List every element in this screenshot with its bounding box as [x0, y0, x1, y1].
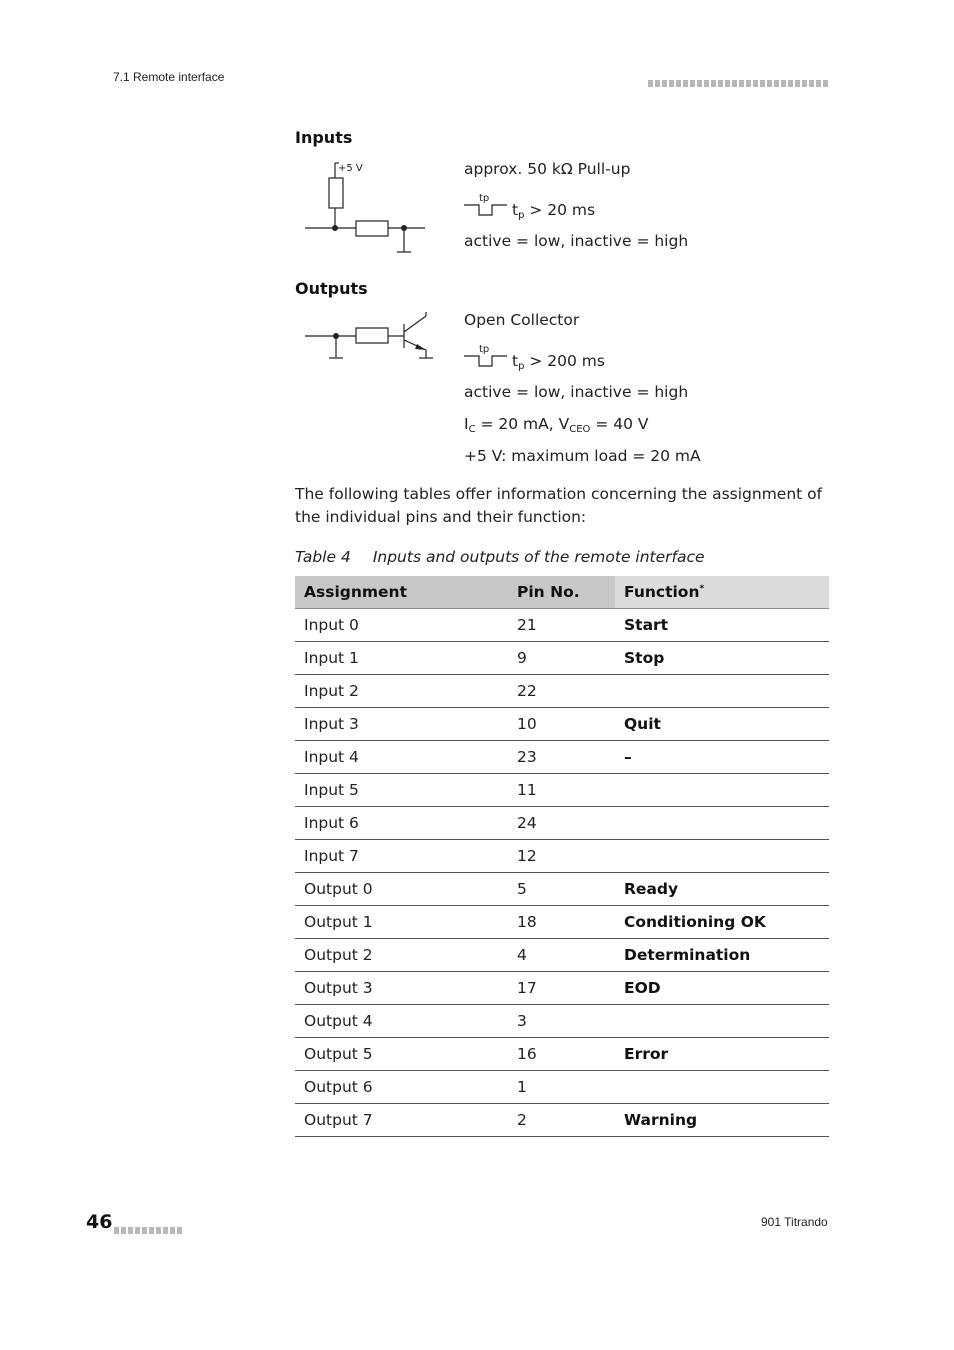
cell-assignment: Output 3 [295, 972, 508, 1005]
inputs-heading: Inputs [295, 128, 353, 147]
cell-assignment: Input 7 [295, 840, 508, 873]
table-row [295, 972, 829, 1005]
table-caption-title: Inputs and outputs of the remote interface [372, 548, 705, 566]
cell-pin: 4 [508, 939, 615, 972]
cell-pin: 23 [508, 741, 615, 774]
inputs-pulse-spec: tp $t_p > 20$ ms [464, 199, 595, 221]
intro-paragraph: The following tables offer information concerning the assignment of the individual pins and their function: [295, 485, 823, 526]
table-header-row [295, 576, 829, 609]
table-row [295, 741, 829, 774]
cell-assignment: Output 1 [295, 906, 508, 939]
running-header-section: 7.1 Remote interface [113, 70, 225, 84]
cell-function [615, 807, 829, 840]
table-row [295, 1038, 829, 1071]
cell-pin: 11 [508, 774, 615, 807]
cell-pin: 17 [508, 972, 615, 1005]
table-row [295, 708, 829, 741]
cell-function: Error [615, 1038, 829, 1071]
table-row [295, 675, 829, 708]
output-circuit-diagram [300, 308, 440, 366]
cell-function: Conditioning OK [615, 906, 829, 939]
supply-voltage-label: +5 V [338, 163, 363, 174]
cell-function: Ready [615, 873, 829, 906]
cell-function: Stop [615, 642, 829, 675]
page-number: 46 [86, 1211, 113, 1233]
column-header-pin: Pin No. [508, 576, 615, 609]
cell-assignment: Output 2 [295, 939, 508, 972]
cell-pin: 10 [508, 708, 615, 741]
table-row [295, 807, 829, 840]
cell-assignment: Input 3 [295, 708, 508, 741]
cell-assignment: Input 4 [295, 741, 508, 774]
cell-function [615, 840, 829, 873]
cell-assignment: Output 5 [295, 1038, 508, 1071]
cell-pin: 16 [508, 1038, 615, 1071]
remote-interface-table [295, 576, 829, 1137]
cell-function [615, 675, 829, 708]
inputs-active-spec: active = low, inactive = high [464, 232, 689, 250]
cell-function [615, 1071, 829, 1104]
cell-pin: 18 [508, 906, 615, 939]
table-caption-label: Table 4 [295, 548, 351, 566]
cell-function: – [615, 741, 829, 774]
table-row [295, 642, 829, 675]
cell-function: Quit [615, 708, 829, 741]
cell-pin: 9 [508, 642, 615, 675]
product-name: 901 Titrando [761, 1215, 828, 1229]
cell-pin: 2 [508, 1104, 615, 1137]
outputs-active-spec: active = low, inactive = high [464, 383, 689, 401]
inputs-pullup-spec: approx. 50 kΩ Pull-up [464, 160, 631, 178]
outputs-load-spec: +5 V: maximum load = 20 mA [464, 447, 701, 465]
footer-decoration [114, 1219, 182, 1238]
cell-assignment: Input 6 [295, 807, 508, 840]
cell-pin: 21 [508, 609, 615, 642]
cell-function: EOD [615, 972, 829, 1005]
column-header-function: Function* [615, 576, 829, 609]
cell-assignment: Input 2 [295, 675, 508, 708]
cell-function [615, 1005, 829, 1038]
cell-pin: 12 [508, 840, 615, 873]
table-row [295, 873, 829, 906]
outputs-pulse-spec: tp $t_p > 200$ ms [464, 350, 605, 372]
outputs-current-voltage-spec: $I_C = 20$ mA, $V_{CEO} = 40$ V [464, 415, 649, 435]
header-decoration [648, 72, 829, 80]
cell-pin: 1 [508, 1071, 615, 1104]
table-row [295, 1071, 829, 1104]
cell-pin: 24 [508, 807, 615, 840]
cell-function [615, 774, 829, 807]
table-row [295, 939, 829, 972]
table-row [295, 906, 829, 939]
outputs-collector-spec: Open Collector [464, 311, 580, 329]
pulse-symbol-icon: tp [464, 350, 508, 370]
footnote-mark: * [699, 584, 705, 594]
table-caption [295, 548, 705, 566]
cell-assignment: Output 0 [295, 873, 508, 906]
cell-pin: 5 [508, 873, 615, 906]
cell-function: Warning [615, 1104, 829, 1137]
cell-assignment: Input 1 [295, 642, 508, 675]
cell-assignment: Input 5 [295, 774, 508, 807]
cell-function: Determination [615, 939, 829, 972]
input-circuit-diagram [300, 155, 435, 260]
cell-assignment: Output 4 [295, 1005, 508, 1038]
table-row [295, 609, 829, 642]
cell-pin: 3 [508, 1005, 615, 1038]
cell-assignment: Input 0 [295, 609, 508, 642]
cell-assignment: Output 7 [295, 1104, 508, 1137]
cell-pin: 22 [508, 675, 615, 708]
cell-function: Start [615, 609, 829, 642]
outputs-heading: Outputs [295, 279, 368, 298]
table-row [295, 1005, 829, 1038]
table-row [295, 774, 829, 807]
table-row [295, 840, 829, 873]
column-header-assignment: Assignment [295, 576, 508, 609]
cell-assignment: Output 6 [295, 1071, 508, 1104]
table-row [295, 1104, 829, 1137]
pulse-symbol-icon: tp [464, 199, 508, 219]
